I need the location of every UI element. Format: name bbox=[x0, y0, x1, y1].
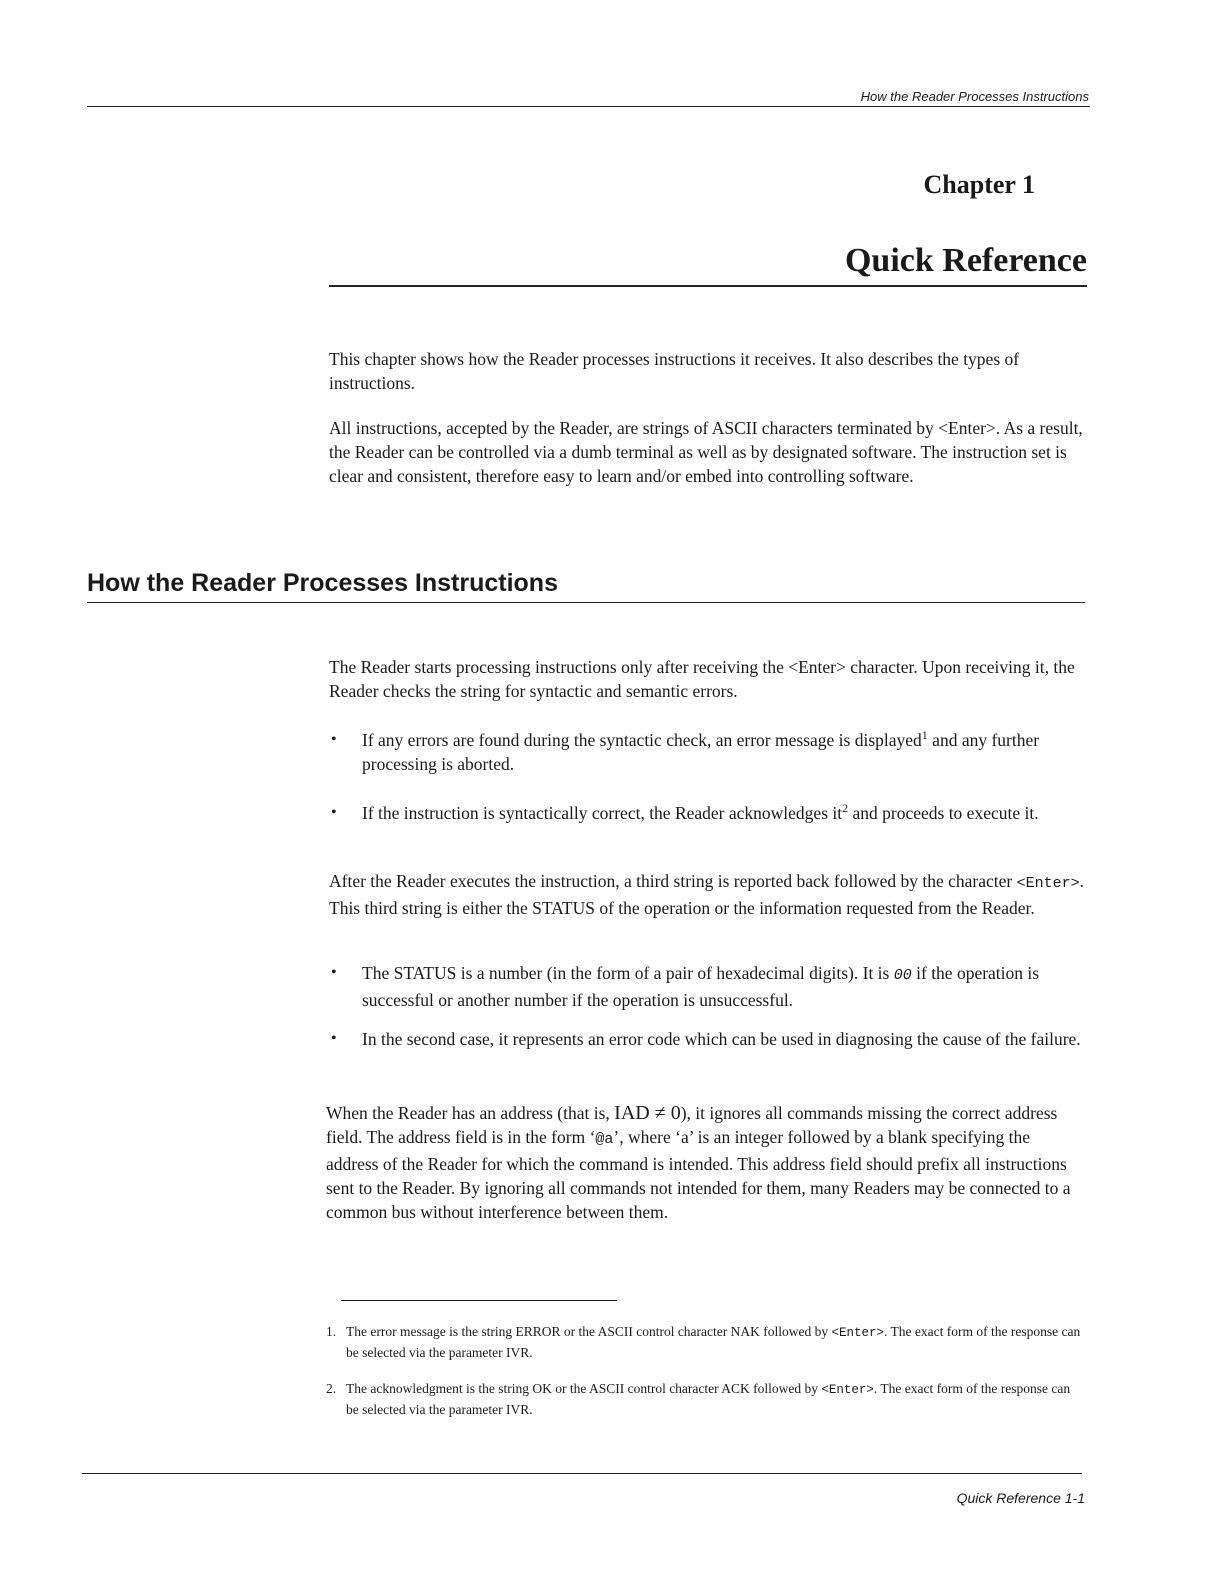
bullet-text: If any errors are found during the syntactic check, an error message is displayed bbox=[362, 730, 922, 750]
bullet-marker: • bbox=[331, 731, 337, 748]
bullet-item bbox=[362, 961, 1082, 1012]
bullet-text-cont: and proceeds to execute it. bbox=[848, 803, 1039, 823]
bullet-text-cont: if the operation is successful or another number if the operation is unsuccessful. bbox=[362, 963, 1040, 1010]
footnote-text: The error message is the string ERROR or the ASCII control character NAK followed by bbox=[346, 1324, 832, 1339]
footer-page-label: Quick Reference 1-1 bbox=[956, 1490, 1085, 1506]
paragraph-text-cont: . This third string is either the STATUS of the operation or the information requested from the Reader. bbox=[329, 871, 1084, 918]
chapter-title: Quick Reference bbox=[844, 242, 1087, 279]
enter-code: <Enter> bbox=[821, 1383, 874, 1397]
bullet-text-cont: and any further processing is aborted. bbox=[362, 730, 1040, 774]
chapter-label: Chapter 1 bbox=[923, 170, 1035, 199]
footnote-1 bbox=[326, 1322, 1086, 1362]
bullet-text: If the instruction is syntactically correct, the Reader acknowledges it bbox=[362, 803, 843, 823]
footnote-text: The acknowledgment is the string OK or the ASCII control character ACK followed by bbox=[346, 1381, 822, 1396]
paragraph-text: After the Reader executes the instruction, a third string is reported back followed by the character bbox=[329, 871, 1017, 891]
paragraph-text: When the Reader has an address (that is, bbox=[326, 1103, 615, 1123]
footnote-number: 2. bbox=[326, 1381, 337, 1396]
bullet-item bbox=[362, 728, 1082, 776]
status-code: 00 bbox=[893, 967, 912, 984]
bullet-marker: • bbox=[331, 804, 337, 821]
paragraph-text-cont: ), it ignores all commands missing the correct address field. The address field is in the form ‘ bbox=[326, 1103, 1058, 1147]
footnote-text-cont: . The exact form of the response can be selected via the parameter IVR. bbox=[346, 1381, 1071, 1417]
bullet-marker: • bbox=[331, 964, 337, 981]
address-code: @a bbox=[595, 1131, 614, 1148]
paragraph-text-end: ’, where ‘a’ is an integer followed by a blank specifying the address of the Reader for which the command is intended. This address field should prefix all instructions sent to the Reader. By ignoring all commands not intended for them, many Readers may be connected to a common bus without interference between them. bbox=[326, 1127, 1071, 1222]
section-paragraph-3 bbox=[326, 1101, 1086, 1224]
enter-code: <Enter> bbox=[831, 1326, 885, 1340]
footnote-ref: 1 bbox=[921, 728, 928, 743]
running-header: How the Reader Processes Instructions bbox=[860, 89, 1089, 104]
footnote-separator bbox=[341, 1300, 617, 1301]
header-rule bbox=[87, 106, 1090, 107]
bullet-item bbox=[362, 801, 1082, 825]
footnote-text-cont: . The exact form of the response can be selected via the parameter IVR. bbox=[346, 1324, 1081, 1360]
bullet-text: The STATUS is a number (in the form of a pair of hexadecimal digits). It is bbox=[362, 963, 894, 983]
bullet-marker: • bbox=[331, 1030, 337, 1047]
section-rule bbox=[87, 602, 1085, 603]
iad-expression: IAD ≠ 0 bbox=[614, 1102, 681, 1124]
chapter-rule bbox=[329, 285, 1087, 287]
section-paragraph-1: The Reader starts processing instructions only after receiving the <Enter> character. Upon receiving it, the Reader checks the string for syntactic and semantic errors. bbox=[329, 657, 1075, 701]
intro-paragraph-2: All instructions, accepted by the Reader, are strings of ASCII characters terminated by <Enter>. As a result, the Reader can be controlled via a dumb terminal as well as by designated software. The instruction set is clear and consistent, therefore easy to learn and/or embed into controlling software. bbox=[329, 418, 1083, 486]
section-heading: How the Reader Processes Instructions bbox=[87, 569, 558, 597]
bullet-item: In the second case, it represents an error code which can be used in diagnosing the cause of the failure. bbox=[362, 1029, 1081, 1049]
footnote-ref: 2 bbox=[842, 801, 849, 816]
intro-paragraph-1: This chapter shows how the Reader processes instructions it receives. It also describes the types of instructions. bbox=[329, 349, 1020, 393]
footnote-number: 1. bbox=[326, 1324, 337, 1339]
footnote-2 bbox=[326, 1379, 1086, 1419]
enter-code: <Enter> bbox=[1016, 875, 1080, 892]
footer-rule bbox=[82, 1473, 1082, 1474]
section-paragraph-2 bbox=[329, 869, 1089, 920]
